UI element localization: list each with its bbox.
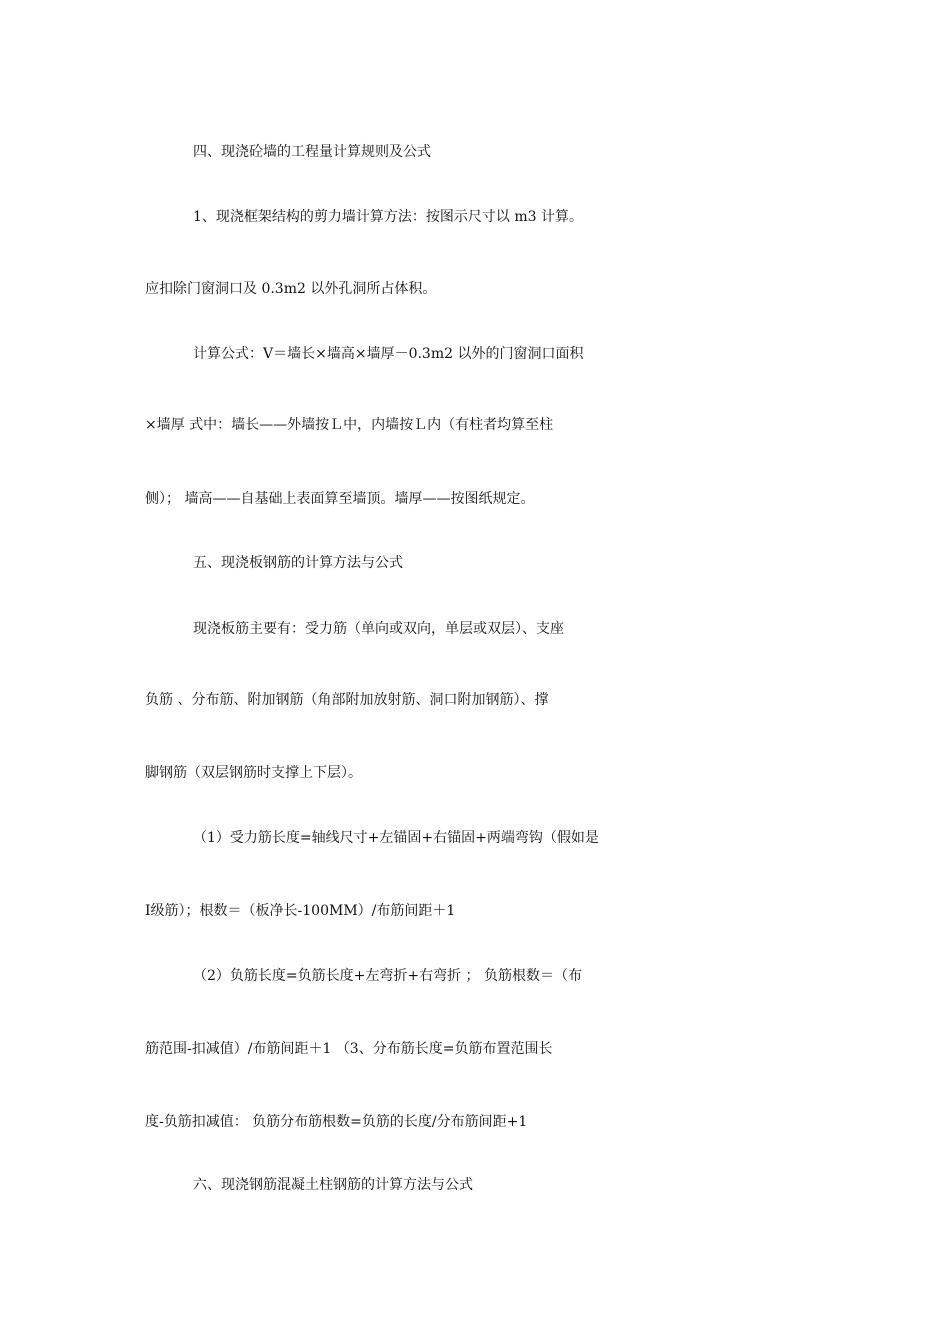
paragraph-line: 现浇板筋主要有：受力筋（单向或双向，单层或双层）、支座 [193,621,564,637]
formula-line: Ⅰ级筋）；根数＝（板净长-100MM）/布筋间距＋1 [145,903,456,919]
formula-line: （1）受力筋长度=轴线尺寸+左锚固+右锚固+两端弯钩（假如是 [193,830,599,846]
paragraph-line: 负筋 、分布筋、附加钢筋（角部附加放射筋、洞口附加钢筋）、撑 [145,692,549,708]
formula-line: （2）负筋长度=负筋长度+左弯折+右弯折 ； 负筋根数＝（布 [193,968,582,984]
paragraph-line: 应扣除门窗洞口及 0.3m2 以外孔洞所占体积。 [145,281,437,297]
paragraph-line: 1、现浇框架结构的剪力墙计算方法：按图示尺寸以 m3 计算。 [193,209,583,225]
formula-line: 度-负筋扣减值： 负筋分布筋根数=负筋的长度/分布筋间距+1 [145,1114,528,1130]
section-heading-4: 四、现浇砼墙的工程量计算规则及公式 [193,144,431,160]
formula-line: ×墙厚 式中：墙长——外墙按Ｌ中，内墙按Ｌ内（有柱者均算至柱 [145,417,554,433]
formula-line: 计算公式：V＝墙长×墙高×墙厚－0.3m2 以外的门窗洞口面积 [193,346,584,362]
paragraph-line: 脚钢筋（双层钢筋时支撑上下层）。 [145,765,362,781]
section-heading-6: 六、现浇钢筋混凝土柱钢筋的计算方法与公式 [193,1177,473,1193]
formula-line: 筋范围-扣减值）/布筋间距＋1 （3、分布筋长度=负筋布置范围长 [145,1041,553,1057]
section-heading-5: 五、现浇板钢筋的计算方法与公式 [193,555,403,571]
formula-line: 侧）； 墙高——自基础上表面算至墙顶。墙厚——按图纸规定。 [145,491,535,507]
